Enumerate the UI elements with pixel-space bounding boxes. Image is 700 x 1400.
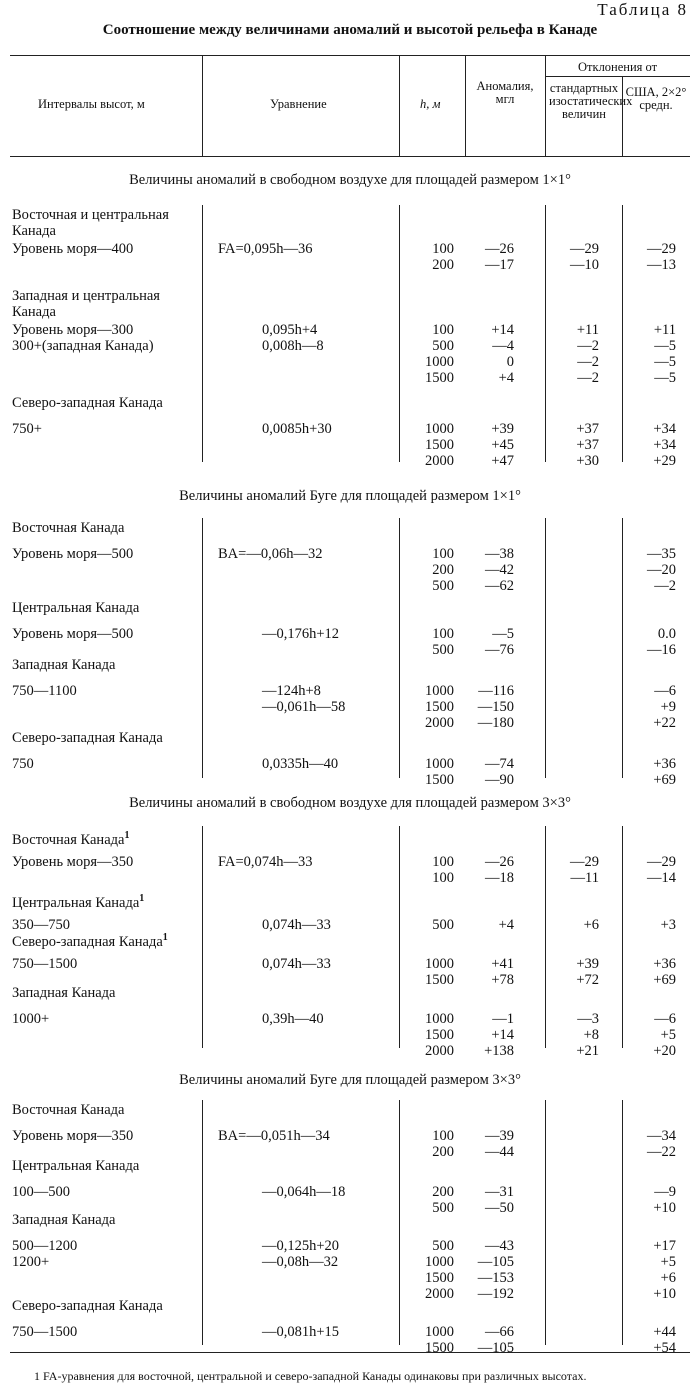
height-interval: Уровень моря—350 (12, 854, 134, 870)
cell-anomaly: +14 (491, 1027, 514, 1043)
cell-anomaly: —4 (492, 338, 514, 354)
region-name (12, 657, 197, 673)
equation: BA=—0,051h—34 (218, 1128, 330, 1144)
region-label: Восточная Канада (12, 1102, 125, 1118)
region-name (12, 1102, 197, 1118)
region-label: Восточная и центральная Канада (12, 207, 169, 239)
cell-usa-deviation: —22 (647, 1144, 676, 1160)
cell-anomaly: —42 (485, 562, 514, 578)
cell-anomaly: —66 (485, 1324, 514, 1340)
equation: 0,095h+4 (262, 322, 318, 338)
header-bottom-rule (10, 156, 690, 157)
cell-usa-deviation: +9 (660, 699, 676, 715)
equation: —0,176h+12 (262, 626, 340, 642)
region-label: Центральная Канада (12, 1158, 140, 1174)
region-name (12, 1158, 197, 1174)
cell-standard-deviation: —3 (577, 1011, 599, 1027)
region-label: Северо-западная Канада (12, 730, 163, 746)
cell-anomaly: —39 (485, 1128, 514, 1144)
footnote-ref: 1 (162, 932, 168, 943)
cell-standard-deviation: +21 (576, 1043, 599, 1059)
cell-h: 100 (432, 322, 454, 338)
header-divider (545, 56, 546, 156)
region-label: Западная Канада (12, 985, 116, 1001)
cell-anomaly: —76 (485, 642, 514, 658)
cell-anomaly: —105 (477, 1340, 514, 1356)
cell-usa-deviation: —34 (647, 1128, 676, 1144)
cell-anomaly: —1 (492, 1011, 514, 1027)
cell-h: 500 (432, 338, 454, 354)
cell-h: 500 (432, 1200, 454, 1216)
cell-h: 1000 (425, 354, 454, 370)
column-divider (622, 826, 623, 1048)
cell-standard-deviation: —10 (570, 257, 599, 273)
cell-anomaly: —90 (485, 772, 514, 788)
cell-usa-deviation: —20 (647, 562, 676, 578)
cell-usa-deviation: —6 (654, 683, 676, 699)
cell-h: 2000 (425, 1286, 454, 1302)
equation: 0,074h—33 (262, 917, 331, 933)
footnote (10, 1370, 690, 1383)
header-intervals: Интервалы высот, м (38, 97, 145, 111)
cell-usa-deviation: +3 (660, 917, 676, 933)
height-interval: 750+ (12, 421, 42, 437)
height-interval: 750—1500 (12, 1324, 78, 1340)
cell-usa-deviation: +34 (653, 421, 676, 437)
cell-anomaly: —17 (485, 257, 514, 273)
region-name (12, 1212, 197, 1228)
cell-standard-deviation: +72 (576, 972, 599, 988)
cell-h: 1500 (425, 972, 454, 988)
height-interval: 500—1200 (12, 1238, 78, 1254)
footnote-rule (10, 1352, 690, 1353)
region-name (12, 395, 197, 411)
cell-usa-deviation: —16 (647, 642, 676, 658)
cell-anomaly: —62 (485, 578, 514, 594)
cell-usa-deviation: —2 (654, 578, 676, 594)
column-divider (622, 205, 623, 462)
cell-h: 1500 (425, 437, 454, 453)
equation: FA=0,095h—36 (218, 241, 313, 257)
cell-h: 100 (432, 854, 454, 870)
cell-h: 1500 (425, 370, 454, 386)
equation: —0,061h—58 (262, 699, 346, 715)
cell-h: 100 (432, 1128, 454, 1144)
section-title: Величины аномалий Буге для площадей размером 3×3° (179, 1072, 521, 1088)
column-divider (399, 518, 400, 778)
region-label: Восточная Канада (12, 520, 125, 536)
header-anomaly: Аномалия, мгл (476, 79, 534, 106)
cell-h: 200 (432, 1184, 454, 1200)
cell-h: 1500 (425, 1027, 454, 1043)
cell-usa-deviation: +36 (653, 756, 676, 772)
cell-anomaly: +138 (484, 1043, 514, 1059)
column-divider (399, 826, 400, 1048)
cell-anomaly: —43 (485, 1238, 514, 1254)
region-name (12, 600, 197, 616)
cell-standard-deviation: +6 (583, 917, 599, 933)
equation: —0,125h+20 (262, 1238, 340, 1254)
height-interval: Уровень моря—500 (12, 546, 134, 562)
cell-anomaly: —5 (492, 626, 514, 642)
footnote-text: FA-уравнения для восточной, центральной и северо-западной Канады одинаковы при различных высотах. (43, 1369, 587, 1383)
cell-usa-deviation: —5 (654, 370, 676, 386)
cell-anomaly: —38 (485, 546, 514, 562)
header-usa: США, 2×2° средн. (625, 85, 687, 112)
cell-h: 200 (432, 257, 454, 273)
region-name (12, 207, 197, 239)
cell-h: 1000 (425, 1324, 454, 1340)
column-divider (202, 1100, 203, 1345)
cell-standard-deviation: +37 (576, 421, 599, 437)
height-interval: Уровень моря—400 (12, 241, 134, 257)
equation: 0,008h—8 (262, 338, 324, 354)
region-label: Восточная Канада (12, 831, 125, 848)
column-divider (545, 1100, 546, 1345)
cell-anomaly: —192 (477, 1286, 514, 1302)
region-name (12, 828, 197, 848)
equation: 0,39h—40 (262, 1011, 324, 1027)
cell-anomaly: —180 (477, 715, 514, 731)
cell-anomaly: —105 (477, 1254, 514, 1270)
header-top-rule (10, 55, 690, 56)
cell-anomaly: —18 (485, 870, 514, 886)
cell-standard-deviation: +30 (576, 453, 599, 469)
header-sub-rule (545, 76, 690, 77)
cell-usa-deviation: —9 (654, 1184, 676, 1200)
header-divider (399, 56, 400, 156)
cell-h: 1000 (425, 1254, 454, 1270)
cell-anomaly: —44 (485, 1144, 514, 1160)
column-divider (545, 826, 546, 1048)
cell-anomaly: —26 (485, 241, 514, 257)
cell-usa-deviation: +69 (653, 972, 676, 988)
cell-h: 200 (432, 562, 454, 578)
cell-usa-deviation: +11 (653, 322, 676, 338)
cell-standard-deviation: —2 (577, 370, 599, 386)
height-interval: 1200+ (12, 1254, 50, 1270)
cell-anomaly: +78 (491, 972, 514, 988)
cell-h: 1000 (425, 421, 454, 437)
cell-h: 100 (432, 241, 454, 257)
column-divider (545, 205, 546, 462)
equation: —0,064h—18 (262, 1184, 346, 1200)
cell-h: 500 (432, 1238, 454, 1254)
cell-anomaly: —153 (477, 1270, 514, 1286)
height-interval: Уровень моря—500 (12, 626, 134, 642)
region-name (12, 891, 197, 911)
region-label: Западная Канада (12, 1212, 116, 1228)
column-divider (399, 1100, 400, 1345)
column-divider (202, 518, 203, 778)
equation: BA=—0,06h—32 (218, 546, 323, 562)
height-interval: Уровень моря—300 (12, 322, 134, 338)
header-divider (202, 56, 203, 156)
equation: —0,081h+15 (262, 1324, 340, 1340)
cell-h: 500 (432, 578, 454, 594)
region-label: Северо-западная Канада (12, 1298, 163, 1314)
region-name (12, 930, 197, 950)
cell-anomaly: —116 (478, 683, 514, 699)
cell-usa-deviation: +44 (653, 1324, 676, 1340)
equation: 0,0085h+30 (262, 421, 332, 437)
footnote-ref: 1 (139, 893, 145, 904)
height-interval: 750—1500 (12, 956, 78, 972)
cell-usa-deviation: +34 (653, 437, 676, 453)
height-interval: 100—500 (12, 1184, 70, 1200)
column-divider (622, 518, 623, 778)
cell-h: 1500 (425, 772, 454, 788)
cell-standard-deviation: —29 (570, 241, 599, 257)
cell-anomaly: —150 (477, 699, 514, 715)
equation: —0,08h—32 (262, 1254, 339, 1270)
cell-usa-deviation: +10 (653, 1200, 676, 1216)
footnote-marker: 1 (34, 1369, 40, 1383)
cell-standard-deviation: —29 (570, 854, 599, 870)
region-name (12, 985, 197, 1001)
cell-anomaly: +47 (491, 453, 514, 469)
region-label: Северо-западная Канада (12, 933, 163, 950)
equation: FA=0,074h—33 (218, 854, 313, 870)
cell-usa-deviation: +20 (653, 1043, 676, 1059)
cell-h: 1000 (425, 956, 454, 972)
cell-usa-deviation: +10 (653, 1286, 676, 1302)
cell-anomaly: +39 (491, 421, 514, 437)
cell-usa-deviation: —14 (647, 870, 676, 886)
cell-standard-deviation: —2 (577, 338, 599, 354)
cell-anomaly: +4 (498, 917, 514, 933)
cell-usa-deviation: +69 (653, 772, 676, 788)
cell-anomaly: —74 (485, 756, 514, 772)
region-label: Западная и центральная Канада (12, 288, 160, 320)
table-title: Соотношение между величинами аномалий и высотой рельефа в Канаде (102, 22, 598, 38)
cell-h: 1000 (425, 683, 454, 699)
cell-usa-deviation: —6 (654, 1011, 676, 1027)
section-title: Величины аномалий Буге для площадей размером 1×1° (179, 488, 521, 504)
cell-standard-deviation: +37 (576, 437, 599, 453)
region-label: Центральная Канада (12, 894, 140, 911)
cell-h: 500 (432, 642, 454, 658)
cell-usa-deviation: +29 (653, 453, 676, 469)
height-interval: Уровень моря—350 (12, 1128, 134, 1144)
cell-usa-deviation: +5 (660, 1254, 676, 1270)
height-interval: 300+(западная Канада) (12, 338, 154, 354)
cell-h: 2000 (425, 715, 454, 731)
cell-usa-deviation: 0.0 (657, 626, 676, 642)
section-title: Величины аномалий в свободном воздухе для площадей размером 1×1° (129, 172, 571, 188)
cell-standard-deviation: +39 (576, 956, 599, 972)
header-h: h, м (420, 97, 441, 111)
cell-anomaly: —26 (485, 854, 514, 870)
equation: 0,0335h—40 (262, 756, 339, 772)
cell-h: 1000 (425, 756, 454, 772)
equation: 0,074h—33 (262, 956, 331, 972)
height-interval: 750—1100 (12, 683, 77, 699)
cell-h: 100 (432, 626, 454, 642)
cell-anomaly: +41 (491, 956, 514, 972)
cell-standard-deviation: —2 (577, 354, 599, 370)
cell-anomaly: —50 (485, 1200, 514, 1216)
cell-h: 100 (432, 546, 454, 562)
cell-h: 1500 (425, 699, 454, 715)
cell-usa-deviation: —5 (654, 338, 676, 354)
cell-anomaly: +4 (498, 370, 514, 386)
column-divider (399, 205, 400, 462)
cell-anomaly: 0 (506, 354, 514, 370)
height-interval: 1000+ (12, 1011, 50, 1027)
cell-usa-deviation: +6 (660, 1270, 676, 1286)
height-interval: 750 (12, 756, 34, 772)
cell-h: 200 (432, 1144, 454, 1160)
cell-h: 500 (432, 917, 454, 933)
cell-h: 1000 (425, 1011, 454, 1027)
header-standard: стандартных изостатических величин (549, 81, 633, 121)
cell-standard-deviation: —11 (570, 870, 599, 886)
equation: —124h+8 (262, 683, 321, 699)
cell-usa-deviation: +5 (660, 1027, 676, 1043)
region-name (12, 1298, 197, 1314)
column-divider (202, 826, 203, 1048)
region-label: Центральная Канада (12, 600, 140, 616)
cell-usa-deviation: +36 (653, 956, 676, 972)
cell-usa-deviation: —29 (647, 241, 676, 257)
cell-usa-deviation: +54 (653, 1340, 676, 1356)
cell-h: 2000 (425, 453, 454, 469)
cell-standard-deviation: +11 (576, 322, 599, 338)
cell-usa-deviation: —29 (647, 854, 676, 870)
region-name (12, 520, 197, 536)
cell-usa-deviation: —35 (647, 546, 676, 562)
cell-usa-deviation: +22 (653, 715, 676, 731)
cell-anomaly: +14 (491, 322, 514, 338)
region-name (12, 730, 197, 746)
region-name (12, 288, 197, 320)
cell-usa-deviation: —5 (654, 354, 676, 370)
region-label: Северо-западная Канада (12, 395, 163, 411)
cell-standard-deviation: +8 (583, 1027, 599, 1043)
header-divider (465, 56, 466, 156)
header-equation: Уравнение (270, 97, 327, 111)
cell-anomaly: +45 (491, 437, 514, 453)
cell-usa-deviation: —13 (647, 257, 676, 273)
cell-h: 2000 (425, 1043, 454, 1059)
region-label: Западная Канада (12, 657, 116, 673)
footnote-ref: 1 (124, 830, 130, 841)
table-number: Таблица 8 (597, 0, 688, 19)
cell-h: 100 (432, 870, 454, 886)
column-divider (545, 518, 546, 778)
height-interval: 350—750 (12, 917, 70, 933)
header-divider (622, 76, 623, 156)
section-title: Величины аномалий в свободном воздухе для площадей размером 3×3° (129, 795, 571, 811)
column-divider (202, 205, 203, 462)
cell-usa-deviation: +17 (653, 1238, 676, 1254)
header-deviations: Отклонения от (578, 60, 658, 74)
cell-h: 1500 (425, 1340, 454, 1356)
cell-anomaly: —31 (485, 1184, 514, 1200)
cell-h: 1500 (425, 1270, 454, 1286)
column-divider (622, 1100, 623, 1345)
